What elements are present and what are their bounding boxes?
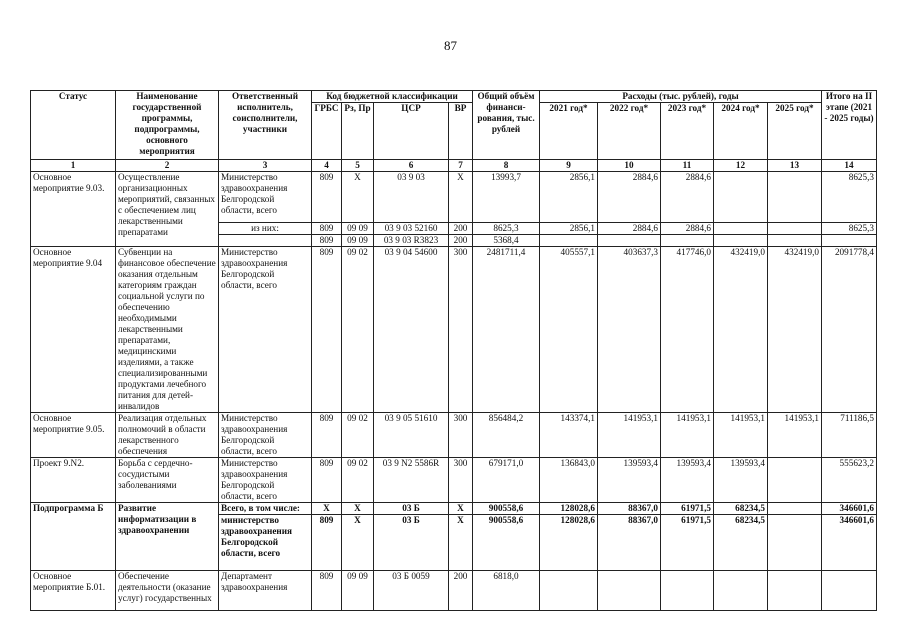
cell-y2021 <box>540 235 598 247</box>
cell-grbs: 809 <box>312 235 342 247</box>
cell-rzpr: 09 02 <box>342 458 374 503</box>
cell-y2023: 139593,4 <box>661 458 714 503</box>
cell-sum: 346601,6 <box>822 503 877 515</box>
cell-y2025 <box>768 571 822 611</box>
header-name: Наименование государственной программы, подпрограммы, основного мероприятия <box>116 91 219 160</box>
row-responsible: Всего, в том числе: <box>219 503 312 515</box>
cell-y2025: 432419,0 <box>768 247 822 413</box>
cell-total: 5368,4 <box>473 235 540 247</box>
cell-y2022: 88367,0 <box>598 503 661 515</box>
cell-vr: Х <box>449 503 473 515</box>
cell-sum: 8625,3 <box>822 223 877 235</box>
table-row <box>31 458 877 503</box>
cell-y2024 <box>714 223 768 235</box>
cell-y2023: 141953,1 <box>661 413 714 458</box>
cell-y2021 <box>540 571 598 611</box>
row-responsible <box>219 235 312 247</box>
column-number: 1 <box>31 160 116 172</box>
cell-y2022: 139593,4 <box>598 458 661 503</box>
header-2021: 2021 год* <box>540 103 598 160</box>
cell-vr: 300 <box>449 458 473 503</box>
cell-y2024: 141953,1 <box>714 413 768 458</box>
cell-y2021: 2856,1 <box>540 223 598 235</box>
cell-y2022: 141953,1 <box>598 413 661 458</box>
cell-y2022: 2884,6 <box>598 172 661 223</box>
row-status: Основное мероприятие Б.01. <box>31 571 116 611</box>
cell-sum: 555623,2 <box>822 458 877 503</box>
cell-y2025 <box>768 223 822 235</box>
cell-y2024: 68234,5 <box>714 515 768 571</box>
table-row <box>31 172 877 223</box>
row-responsible: Департамент здравоохранения <box>219 571 312 611</box>
row-responsible: Министерство здравоохранения Белгородской области, всего <box>219 247 312 413</box>
cell-csr: 03 Б 0059 <box>374 571 449 611</box>
column-number: 5 <box>342 160 374 172</box>
cell-csr: 03 9 03 52160 <box>374 223 449 235</box>
cell-csr: 03 9 04 54600 <box>374 247 449 413</box>
cell-y2025 <box>768 235 822 247</box>
cell-csr: 03 9 N2 5586R <box>374 458 449 503</box>
cell-y2024: 68234,5 <box>714 503 768 515</box>
column-number: 9 <box>540 160 598 172</box>
cell-y2021: 405557,1 <box>540 247 598 413</box>
cell-csr: 03 Б <box>374 503 449 515</box>
row-status: Основное мероприятие 9.05. <box>31 413 116 458</box>
row-name: Развитие информатизации в здравоохранении <box>116 503 219 571</box>
cell-y2023: 2884,6 <box>661 223 714 235</box>
cell-y2023: 61971,5 <box>661 515 714 571</box>
row-responsible: из них: <box>219 223 312 235</box>
header-vr: ВР <box>449 103 473 160</box>
cell-total: 2481711,4 <box>473 247 540 413</box>
header-2023: 2023 год* <box>661 103 714 160</box>
cell-total: 900558,6 <box>473 503 540 515</box>
header-budget-code: Код бюджетной классификации <box>312 91 473 103</box>
cell-sum: 346601,6 <box>822 515 877 571</box>
cell-grbs: 809 <box>312 247 342 413</box>
header-2025: 2025 год* <box>768 103 822 160</box>
cell-grbs: 809 <box>312 413 342 458</box>
cell-vr: 300 <box>449 413 473 458</box>
cell-rzpr: Х <box>342 503 374 515</box>
cell-rzpr: Х <box>342 172 374 223</box>
cell-y2025 <box>768 458 822 503</box>
header-csr: ЦСР <box>374 103 449 160</box>
cell-grbs: 809 <box>312 458 342 503</box>
column-number: 8 <box>473 160 540 172</box>
row-responsible: министерство здравоохранения Белгородской области, всего <box>219 515 312 571</box>
row-responsible: Министерство здравоохранения Белгородской области, всего <box>219 172 312 223</box>
cell-rzpr: 09 02 <box>342 247 374 413</box>
cell-sum <box>822 571 877 611</box>
cell-csr: 03 Б <box>374 515 449 571</box>
cell-rzpr: Х <box>342 515 374 571</box>
column-number: 12 <box>714 160 768 172</box>
cell-y2022: 88367,0 <box>598 515 661 571</box>
cell-rzpr: 09 09 <box>342 571 374 611</box>
cell-y2024 <box>714 172 768 223</box>
cell-grbs: Х <box>312 503 342 515</box>
header-rzpr: Рз, Пр <box>342 103 374 160</box>
cell-grbs: 809 <box>312 223 342 235</box>
cell-rzpr: 09 02 <box>342 413 374 458</box>
cell-y2021: 128028,6 <box>540 503 598 515</box>
table-row <box>31 571 877 611</box>
cell-vr: Х <box>449 172 473 223</box>
cell-sum: 711186,5 <box>822 413 877 458</box>
header-grbs: ГРБС <box>312 103 342 160</box>
row-responsible: Министерство здравоохранения Белгородской области, всего <box>219 413 312 458</box>
cell-y2021: 143374,1 <box>540 413 598 458</box>
cell-sum: 8625,3 <box>822 172 877 223</box>
cell-vr: 300 <box>449 247 473 413</box>
column-number: 3 <box>219 160 312 172</box>
header-status: Статус <box>31 91 116 160</box>
cell-total: 679171,0 <box>473 458 540 503</box>
cell-y2022 <box>598 571 661 611</box>
header-total-volume: Общий объём финанси-рования, тыс. рублей <box>473 91 540 160</box>
cell-total: 6818,0 <box>473 571 540 611</box>
cell-vr: Х <box>449 515 473 571</box>
cell-csr: 03 9 03 R3823 <box>374 235 449 247</box>
cell-grbs: 809 <box>312 571 342 611</box>
column-number: 14 <box>822 160 877 172</box>
table-row <box>31 503 877 515</box>
column-number: 10 <box>598 160 661 172</box>
cell-total: 13993,7 <box>473 172 540 223</box>
row-name: Обеспечение деятельности (оказание услуг) государственных <box>116 571 219 611</box>
cell-y2024: 139593,4 <box>714 458 768 503</box>
cell-y2021: 136843,0 <box>540 458 598 503</box>
column-number: 2 <box>116 160 219 172</box>
row-status: Основное мероприятие 9.04 <box>31 247 116 413</box>
cell-y2025 <box>768 503 822 515</box>
cell-y2022: 403637,3 <box>598 247 661 413</box>
cell-y2023: 417746,0 <box>661 247 714 413</box>
cell-csr: 03 9 05 51610 <box>374 413 449 458</box>
cell-csr: 03 9 03 <box>374 172 449 223</box>
column-number: 11 <box>661 160 714 172</box>
header-2024: 2024 год* <box>714 103 768 160</box>
cell-rzpr: 09 09 <box>342 223 374 235</box>
cell-y2021: 128028,6 <box>540 515 598 571</box>
cell-vr: 200 <box>449 571 473 611</box>
header-total-stage: Итого на II этапе (2021 - 2025 годы) <box>822 91 877 160</box>
row-responsible: Министерство здравоохранения Белгородской области, всего <box>219 458 312 503</box>
page-number: 87 <box>444 38 457 53</box>
cell-grbs: 809 <box>312 515 342 571</box>
cell-y2023 <box>661 571 714 611</box>
cell-y2025 <box>768 515 822 571</box>
column-number: 4 <box>312 160 342 172</box>
cell-total: 856484,2 <box>473 413 540 458</box>
header-2022: 2022 год* <box>598 103 661 160</box>
column-number: 7 <box>449 160 473 172</box>
cell-y2023: 61971,5 <box>661 503 714 515</box>
cell-total: 900558,6 <box>473 515 540 571</box>
table-row <box>31 413 877 458</box>
row-name: Борьба с сердечно-сосудистыми заболеваниями <box>116 458 219 503</box>
cell-sum: 2091778,4 <box>822 247 877 413</box>
cell-y2024 <box>714 235 768 247</box>
cell-y2023 <box>661 235 714 247</box>
cell-y2025 <box>768 172 822 223</box>
row-name: Осуществление организационных мероприятий, связанных с обеспечением лиц лекарственными препаратами <box>116 172 219 247</box>
cell-vr: 200 <box>449 235 473 247</box>
cell-y2024 <box>714 571 768 611</box>
cell-y2022 <box>598 235 661 247</box>
cell-grbs: 809 <box>312 172 342 223</box>
header-responsible: Ответственный исполнитель, соисполнители, участники <box>219 91 312 160</box>
cell-y2024: 432419,0 <box>714 247 768 413</box>
cell-vr: 200 <box>449 223 473 235</box>
row-status: Основное мероприятие 9.03. <box>31 172 116 247</box>
cell-sum <box>822 235 877 247</box>
cell-total: 8625,3 <box>473 223 540 235</box>
cell-y2021: 2856,1 <box>540 172 598 223</box>
row-name: Субвенции на финансовое обеспечение оказания отдельным категориям граждан социальной услуги по обеспечению необходимыми лекарственными препаратами, медицинскими изделиями, а также специализированными продуктами лечебного питания для детей-инвалидов <box>116 247 219 413</box>
row-status: Подпрограмма Б <box>31 503 116 571</box>
budget-table <box>30 90 877 611</box>
header-expenses: Расходы (тыс. рублей), годы <box>540 91 822 103</box>
row-status: Проект 9.N2. <box>31 458 116 503</box>
table-row <box>31 247 877 413</box>
row-name: Реализация отдельных полномочий в области лекарственного обеспечения <box>116 413 219 458</box>
cell-y2023: 2884,6 <box>661 172 714 223</box>
cell-y2022: 2884,6 <box>598 223 661 235</box>
cell-rzpr: 09 09 <box>342 235 374 247</box>
cell-y2025: 141953,1 <box>768 413 822 458</box>
column-number: 13 <box>768 160 822 172</box>
column-number: 6 <box>374 160 449 172</box>
